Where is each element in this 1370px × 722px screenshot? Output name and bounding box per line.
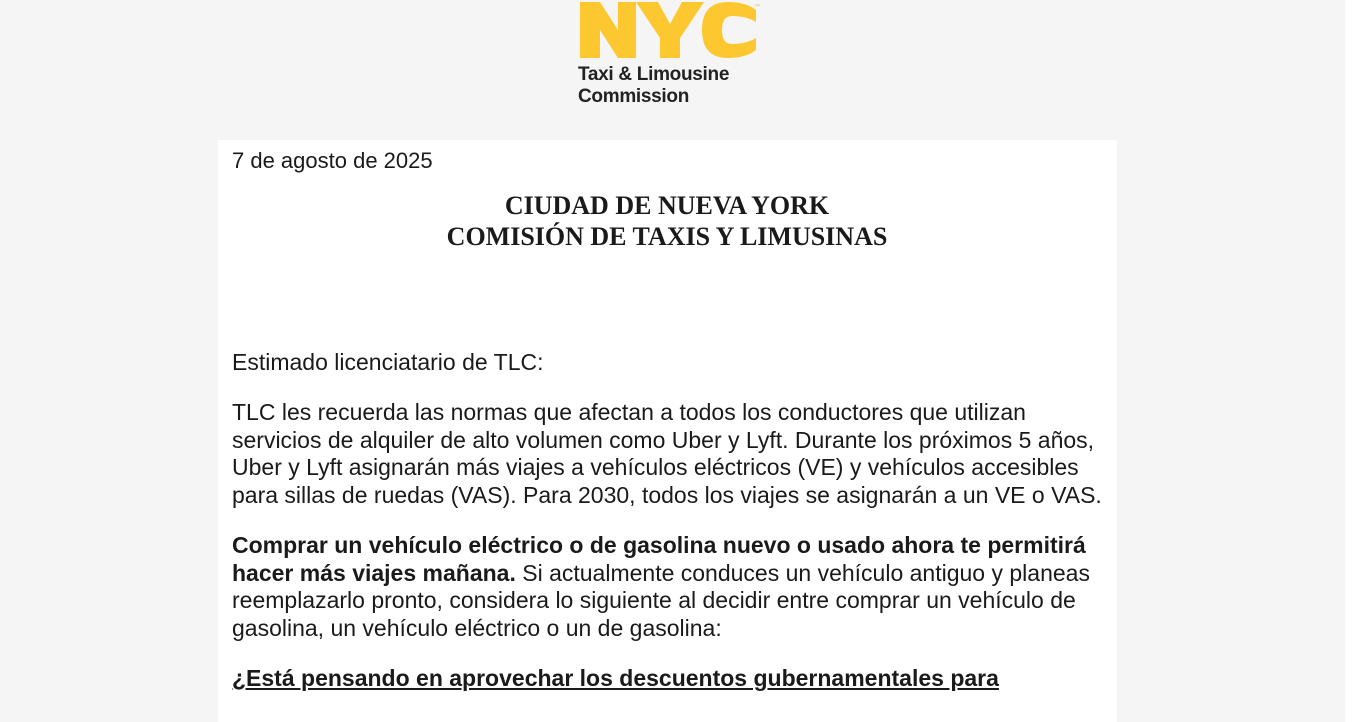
letter-title bbox=[232, 190, 1102, 252]
title-line-2: COMISIÓN DE TAXIS Y LIMUSINAS bbox=[446, 222, 888, 251]
nyc-tlc-logo bbox=[578, 0, 760, 110]
greeting: Estimado licenciatario de TLC: bbox=[232, 349, 544, 375]
nyc-logo-mark-icon bbox=[578, 0, 760, 62]
letter-content bbox=[232, 148, 1104, 693]
trademark-mark: ™ bbox=[754, 4, 760, 10]
paragraph-2-bold: Comprar un vehículo eléctrico o de gasolina nuevo o usado ahora te permitirá hacer más viajes mañana. bbox=[232, 532, 1086, 586]
paragraph-2 bbox=[232, 532, 1104, 642]
section-question-link[interactable]: ¿Está pensando en aprovechar los descuentos gubernamentales para bbox=[232, 665, 999, 691]
scrollbar-track[interactable] bbox=[1345, 0, 1370, 722]
paragraph-2-rest: Si actualmente conduces un vehículo antiguo y planeas reemplazarlo pronto, considera lo siguiente al decidir entre comprar un vehículo de gasolina, un vehículo eléctrico o un de gasolina: bbox=[232, 559, 1090, 641]
email-header bbox=[0, 0, 1345, 140]
logo-wordmark bbox=[578, 64, 729, 108]
logo-line-1: Taxi & Limousine bbox=[578, 64, 730, 85]
email-body bbox=[218, 140, 1117, 722]
logo-line-2: Commission bbox=[578, 86, 690, 107]
letter-date: 7 de agosto de 2025 bbox=[232, 148, 433, 173]
title-line-1: CIUDAD DE NUEVA YORK bbox=[504, 191, 830, 220]
paragraph-1: TLC les recuerda las normas que afectan a todos los conductores que utilizan servicios de alquiler de alto volumen como Uber y Lyft. Durante los próximos 5 años, Uber y Lyft asignarán más viajes a vehículos eléctricos (VE) y vehículos accesibles para sillas de ruedas (VAS). Para 2030, todos los viajes se asignarán a un VE o VAS. bbox=[232, 399, 1102, 508]
